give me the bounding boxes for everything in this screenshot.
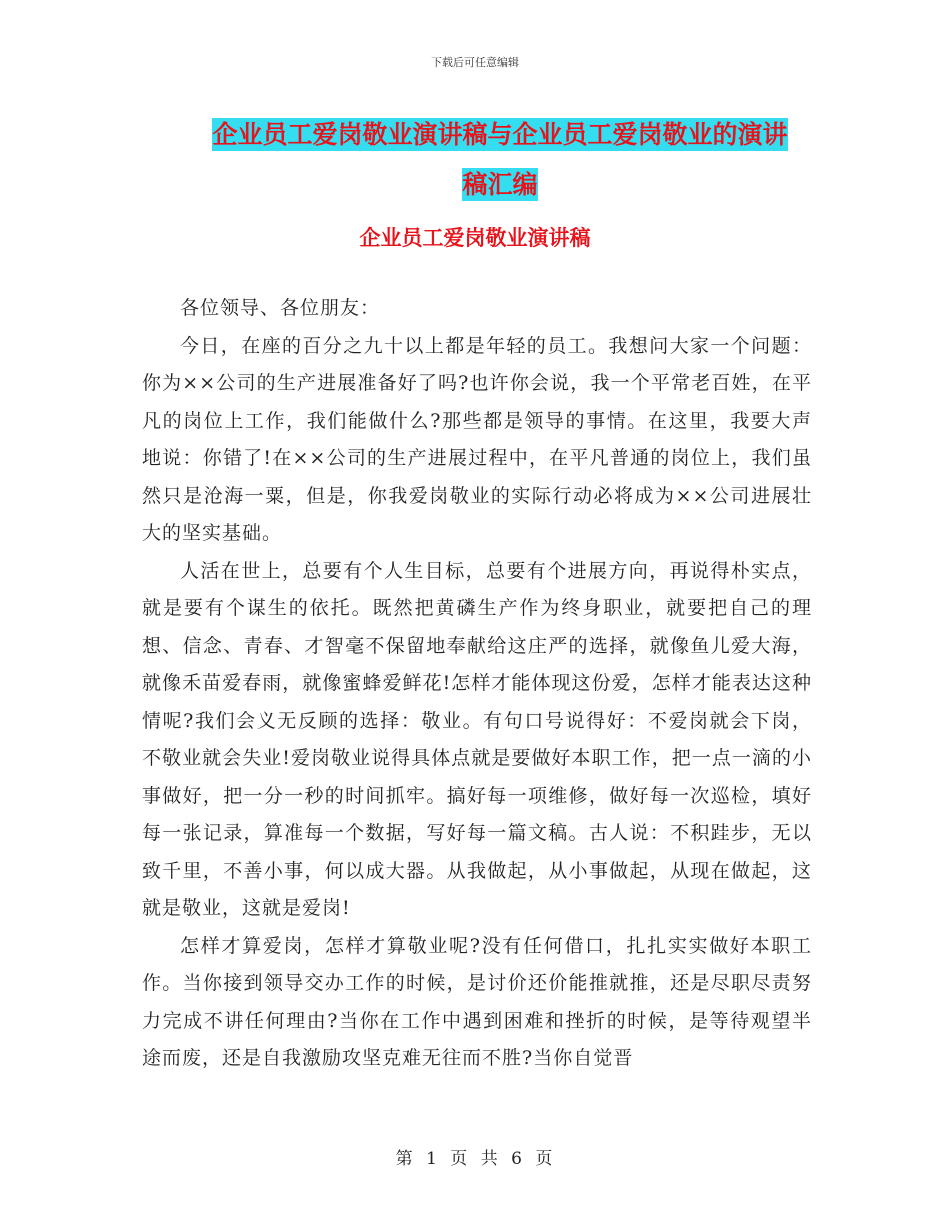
document-title-line-1: 企业员工爱岗敬业演讲稿与企业员工爱岗敬业的演讲 [212,120,788,149]
page-number-footer: 第 1 页 共 6 页 [395,1149,555,1169]
document-title-line-2: 稿汇编 [462,170,538,199]
paragraph: 今日，在座的百分之九十以上都是年轻的员工。我想问大家一个问题：你为××公司的生产进展准备好了吗?也许你会说，我一个平常老百姓，在平凡的岗位上工作，我们能做什么?那些都是领导的事情。在这里，我要大声地说：你错了!在××公司的生产进展过程中，在平凡普通的岗位上，我们虽然只是沧海一粟，但是，你我爱岗敬业的实际行动必将成为××公司进展壮大的坚实基础。 [142,334,812,544]
paragraph: 怎样才算爱岗，怎样才算敬业呢?没有任何借口，扎扎实实做好本职工作。当你接到领导交办工作的时候，是讨价还价能推就推，还是尽职尽责努力完成不讲任何理由?当你在工作中遇到困难和挫折的时候，是等待观望半途而废，还是自我激励攻坚克难无往而不胜?当你自觉晋 [142,934,812,1069]
document-body [142,290,812,1078]
page-header-note: 下载后可任意编辑 [431,56,519,69]
document-title [150,110,850,210]
paragraph-greeting: 各位领导、各位朋友： [180,297,381,319]
paragraph: 人活在世上，总要有个人生目标，总要有个进展方向，再说得朴实点，就是要有个谋生的依托。既然把黄磷生产作为终身职业，就要把自己的理想、信念、青春、才智毫不保留地奉献给这庄严的选择，就像鱼儿爱大海，就像禾苗爱春雨，就像蜜蜂爱鲜花!怎样才能体现这份爱，怎样才能表达这种情呢?我们会义无反顾的选择：敬业。有句口号说得好：不爱岗就会下岗，不敬业就会失业!爱岗敬业说得具体点就是要做好本职工作，把一点一滴的小事做好，把一分一秒的时间抓牢。搞好每一项维修，做好每一次巡检，填好每一张记录，算准每一个数据，写好每一篇文稿。古人说：不积跬步，无以致千里，不善小事，何以成大器。从我做起，从小事做起，从现在做起，这就是敬业，这就是爱岗! [142,559,812,919]
section-title: 企业员工爱岗敬业演讲稿 [359,226,591,250]
